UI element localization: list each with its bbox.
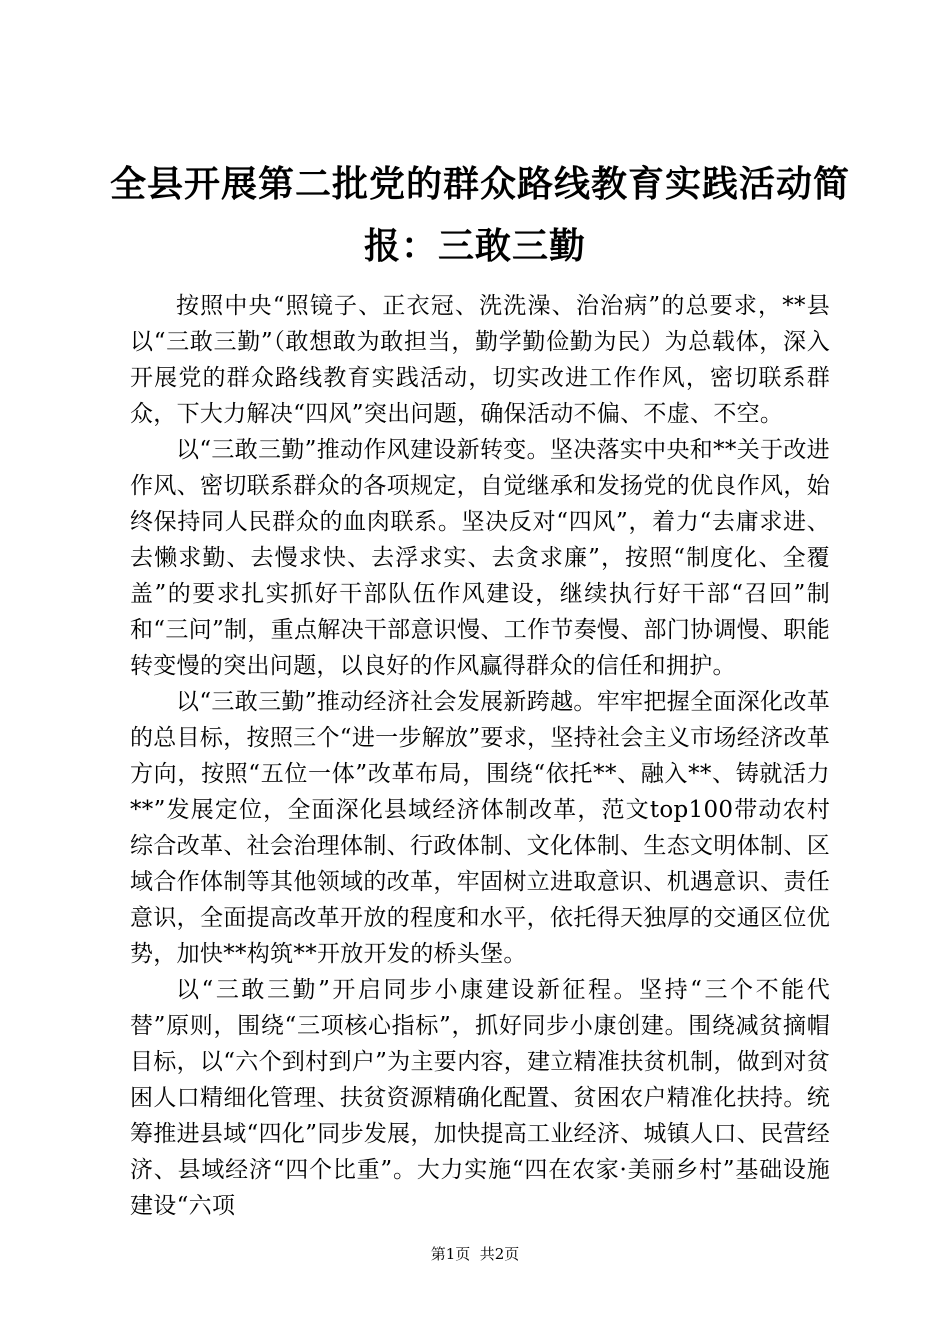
document-body xyxy=(130,288,830,1224)
paragraph-economic-development: 以“三敢三勤”推动经济社会发展新跨越。牢牢把握全面深化改革的总目标，按照三个“进一步解放”要求，坚持社会主义市场经济改革方向，按照“五位一体”改革布局，围绕“依托**、融入**、铸就活力**”发展定位，全面深化县域经济体制改革，范文top100带动农村综合改革、社会治理体制、行政体制、文化体制、生态文明体制、区域合作体制等其他领域的改革，牢固树立进取意识、机遇意识、责任意识，全面提高改革开放的程度和水平，依托得天独厚的交通区位优势，加快**构筑**开放开发的桥头堡。 xyxy=(130,689,830,967)
page-number-footer: 第1页 共2页 xyxy=(430,1245,520,1263)
paragraph-moderate-prosperity: 以“三敢三勤”开启同步小康建设新征程。坚持“三个不能代替”原则，围绕“三项核心指标”，抓好同步小康创建。围绕减贫摘帽目标，以“六个到村到户”为主要内容，建立精准扶贫机制，做到对贫困人口精细化管理、扶贫资源精确化配置、贫困农户精准化扶持。统筹推进县域“四化”同步发展，加快提高工业经济、城镇人口、民营经济、县域经济“四个比重”。大力实施“四在农家·美丽乡村”基础设施建设“六项 xyxy=(130,977,830,1219)
paragraph-work-style: 以“三敢三勤”推动作风建设新转变。坚决落实中央和**关于改进作风、密切联系群众的各项规定，自觉继承和发扬党的优良作风，始终保持同人民群众的血肉联系。坚决反对“四风”，着力“去庸求进、去懒求勤、去慢求快、去浮求实、去贪求廉”，按照“制度化、全覆盖”的要求扎实抓好干部队伍作风建设，继续执行好干部“召回”制和“三问”制，重点解决干部意识慢、工作节奏慢、部门协调慢、职能转变慢的突出问题，以良好的作风赢得群众的信任和拥护。 xyxy=(130,437,830,679)
page-title-continued: 报：三敢三勤 xyxy=(363,225,586,267)
page-title: 全县开展第二批党的群众路线教育实践活动简 xyxy=(110,163,851,205)
paragraph-intro: 按照中央“照镜子、正衣冠、洗洗澡、治治病”的总要求，**县以“三敢三勤”（敢想敢为敢担当，勤学勤俭勤为民）为总载体，深入开展党的群众路线教育实践活动，切实改进工作作风，密切联系群众，下大力解决“四风”突出问题，确保活动不偏、不虚、不空。 xyxy=(130,293,830,427)
